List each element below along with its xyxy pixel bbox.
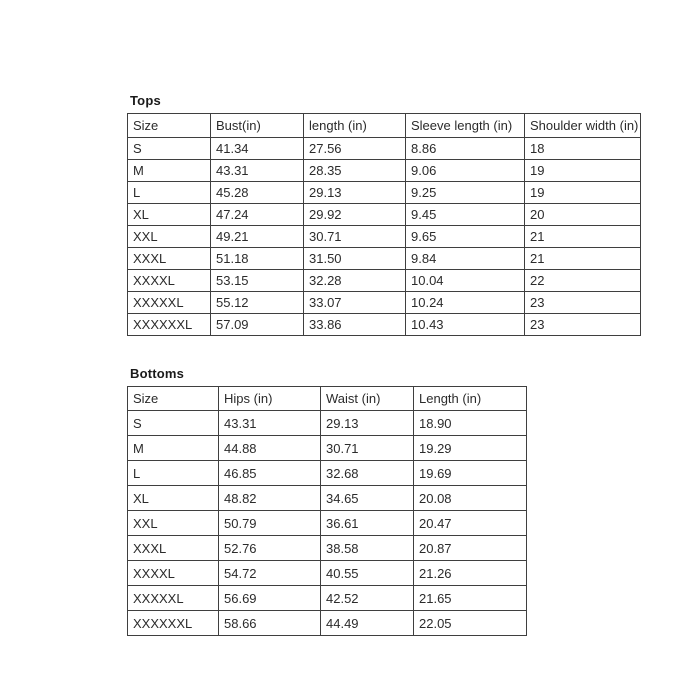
table-cell: 29.13 [321, 411, 414, 436]
column-header: Shoulder width (in) [525, 114, 641, 138]
table-cell: 44.49 [321, 611, 414, 636]
table-cell: 41.34 [211, 138, 304, 160]
table-row [128, 486, 527, 511]
table-cell: 49.21 [211, 226, 304, 248]
table-cell: 23 [525, 292, 641, 314]
table-cell: 9.65 [406, 226, 525, 248]
table-cell: 21.65 [414, 586, 527, 611]
column-header: Waist (in) [321, 387, 414, 411]
table-row [128, 536, 527, 561]
table-cell: 52.76 [219, 536, 321, 561]
table-cell: XXXXXL [128, 586, 219, 611]
table-cell: 9.84 [406, 248, 525, 270]
table-cell: 8.86 [406, 138, 525, 160]
tops-table-title: Tops [130, 93, 161, 108]
table-cell: S [128, 411, 219, 436]
table-cell: 19 [525, 182, 641, 204]
table-cell: 9.45 [406, 204, 525, 226]
table-cell: 20.87 [414, 536, 527, 561]
table-cell: XXL [128, 511, 219, 536]
table-cell: XXXL [128, 536, 219, 561]
table-cell: XXXL [128, 248, 211, 270]
table-cell: 34.65 [321, 486, 414, 511]
table-row [128, 461, 527, 486]
table-cell: XXXXXL [128, 292, 211, 314]
table-cell: 18 [525, 138, 641, 160]
table-row [128, 204, 641, 226]
table-cell: XXXXXXL [128, 611, 219, 636]
column-header: Hips (in) [219, 387, 321, 411]
table-cell: 20.08 [414, 486, 527, 511]
table-cell: 29.92 [304, 204, 406, 226]
table-cell: 54.72 [219, 561, 321, 586]
column-header: Sleeve length (in) [406, 114, 525, 138]
table-cell: XXXXXXL [128, 314, 211, 336]
column-header: Length (in) [414, 387, 527, 411]
table-cell: 29.13 [304, 182, 406, 204]
table-cell: XXL [128, 226, 211, 248]
table-cell: 40.55 [321, 561, 414, 586]
table-cell: 30.71 [321, 436, 414, 461]
table-cell: 42.52 [321, 586, 414, 611]
column-header: Bust(in) [211, 114, 304, 138]
column-header: length (in) [304, 114, 406, 138]
table-cell: 20.47 [414, 511, 527, 536]
table-cell: 19.69 [414, 461, 527, 486]
table-cell: 43.31 [211, 160, 304, 182]
table-cell: 30.71 [304, 226, 406, 248]
table-cell: 36.61 [321, 511, 414, 536]
column-header: Size [128, 387, 219, 411]
table-row [128, 138, 641, 160]
table-cell: 50.79 [219, 511, 321, 536]
table-cell: 21 [525, 248, 641, 270]
table-cell: 27.56 [304, 138, 406, 160]
table-header-row [128, 387, 527, 411]
table-cell: XL [128, 204, 211, 226]
table-cell: 48.82 [219, 486, 321, 511]
table-cell: 22 [525, 270, 641, 292]
table-row [128, 314, 641, 336]
table-cell: 53.15 [211, 270, 304, 292]
table-cell: 45.28 [211, 182, 304, 204]
table-row [128, 611, 527, 636]
table-cell: 9.25 [406, 182, 525, 204]
bottoms-section [127, 367, 527, 636]
table-header-row [128, 114, 641, 138]
table-cell: L [128, 461, 219, 486]
table-row [128, 511, 527, 536]
table-cell: 32.68 [321, 461, 414, 486]
table-cell: 51.18 [211, 248, 304, 270]
column-header: Size [128, 114, 211, 138]
table-cell: 57.09 [211, 314, 304, 336]
table-row [128, 561, 527, 586]
table-cell: 58.66 [219, 611, 321, 636]
tops-size-table [127, 113, 641, 336]
bottoms-table-title: Bottoms [130, 366, 185, 381]
table-cell: 22.05 [414, 611, 527, 636]
table-cell: 38.58 [321, 536, 414, 561]
table-cell: 20 [525, 204, 641, 226]
table-cell: 33.86 [304, 314, 406, 336]
table-cell: 43.31 [219, 411, 321, 436]
table-cell: 10.04 [406, 270, 525, 292]
table-cell: XL [128, 486, 219, 511]
table-row [128, 226, 641, 248]
table-row [128, 160, 641, 182]
table-cell: 9.06 [406, 160, 525, 182]
table-row [128, 586, 527, 611]
table-cell: 56.69 [219, 586, 321, 611]
table-row [128, 248, 641, 270]
table-cell: XXXXL [128, 270, 211, 292]
table-row [128, 182, 641, 204]
table-cell: M [128, 160, 211, 182]
table-row [128, 411, 527, 436]
table-cell: 44.88 [219, 436, 321, 461]
table-cell: 19.29 [414, 436, 527, 461]
table-cell: 10.24 [406, 292, 525, 314]
table-cell: 46.85 [219, 461, 321, 486]
tops-section [127, 94, 641, 336]
table-cell: 10.43 [406, 314, 525, 336]
table-cell: 21.26 [414, 561, 527, 586]
table-cell: 23 [525, 314, 641, 336]
table-cell: 19 [525, 160, 641, 182]
table-cell: 47.24 [211, 204, 304, 226]
table-cell: 18.90 [414, 411, 527, 436]
table-cell: XXXXL [128, 561, 219, 586]
table-cell: 31.50 [304, 248, 406, 270]
table-cell: 32.28 [304, 270, 406, 292]
table-cell: 21 [525, 226, 641, 248]
table-cell: M [128, 436, 219, 461]
table-cell: 28.35 [304, 160, 406, 182]
table-cell: S [128, 138, 211, 160]
table-cell: L [128, 182, 211, 204]
table-row [128, 292, 641, 314]
bottoms-size-table [127, 386, 527, 636]
table-row [128, 436, 527, 461]
table-cell: 55.12 [211, 292, 304, 314]
table-row [128, 270, 641, 292]
table-cell: 33.07 [304, 292, 406, 314]
